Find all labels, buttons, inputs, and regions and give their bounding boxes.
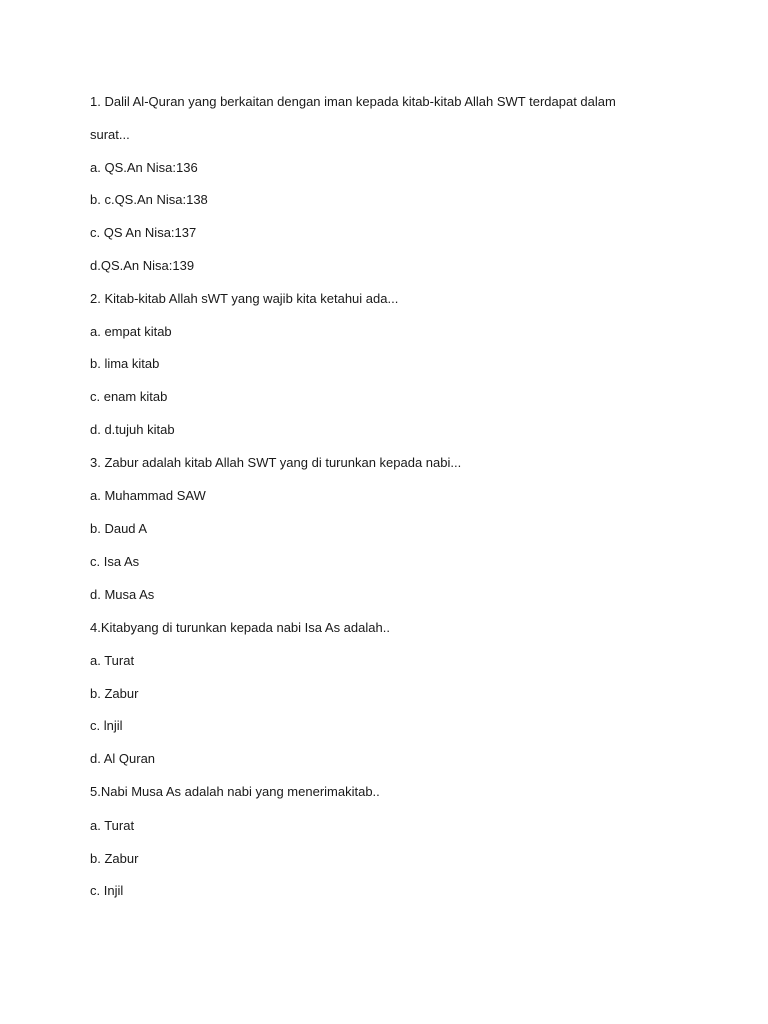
question-3-option-a: a. Muhammad SAW <box>90 488 206 503</box>
question-2-option-b: b. lima kitab <box>90 356 160 371</box>
question-5-option-b: b. Zabur <box>90 851 139 866</box>
question-1-option-a: a. QS.An Nisa:136 <box>90 160 198 175</box>
question-1-option-b: b. c.QS.An Nisa:138 <box>90 192 208 207</box>
question-5-text: 5.Nabi Musa As adalah nabi yang menerimakitab.. <box>90 784 380 799</box>
question-4-option-a: a. Turat <box>90 653 135 668</box>
question-3-text: 3. Zabur adalah kitab Allah SWT yang di turunkan kepada nabi... <box>90 455 462 470</box>
question-2-option-a: a. empat kitab <box>90 324 172 339</box>
question-1-option-d: d.QS.An Nisa:139 <box>90 258 195 273</box>
question-4-option-d: d. Al Quran <box>90 751 156 766</box>
question-5-option-c: c. Injil <box>90 883 124 898</box>
question-1-option-c: c. QS An Nisa:137 <box>90 225 197 240</box>
question-1-text-line-1: 1. Dalil Al-Quran yang berkaitan dengan iman kepada kitab-kitab Allah SWT terdapat dalam <box>90 94 616 109</box>
question-5-option-a: a. Turat <box>90 818 135 833</box>
question-2-option-d: d. d.tujuh kitab <box>90 422 175 437</box>
question-2-option-c: c. enam kitab <box>90 389 168 404</box>
question-3-option-b: b. Daud A <box>90 521 148 536</box>
question-4-option-c: c. lnjil <box>90 718 123 733</box>
question-1-text-line-2: surat... <box>90 127 130 142</box>
question-3-option-d: d. Musa As <box>90 587 155 602</box>
question-2-text: 2. Kitab-kitab Allah sWT yang wajib kita ketahui ada... <box>90 291 399 306</box>
question-3-option-c: c. Isa As <box>90 554 140 569</box>
question-4-option-b: b. Zabur <box>90 686 139 701</box>
question-4-text: 4.Kitabyang di turunkan kepada nabi Isa As adalah.. <box>90 620 390 635</box>
